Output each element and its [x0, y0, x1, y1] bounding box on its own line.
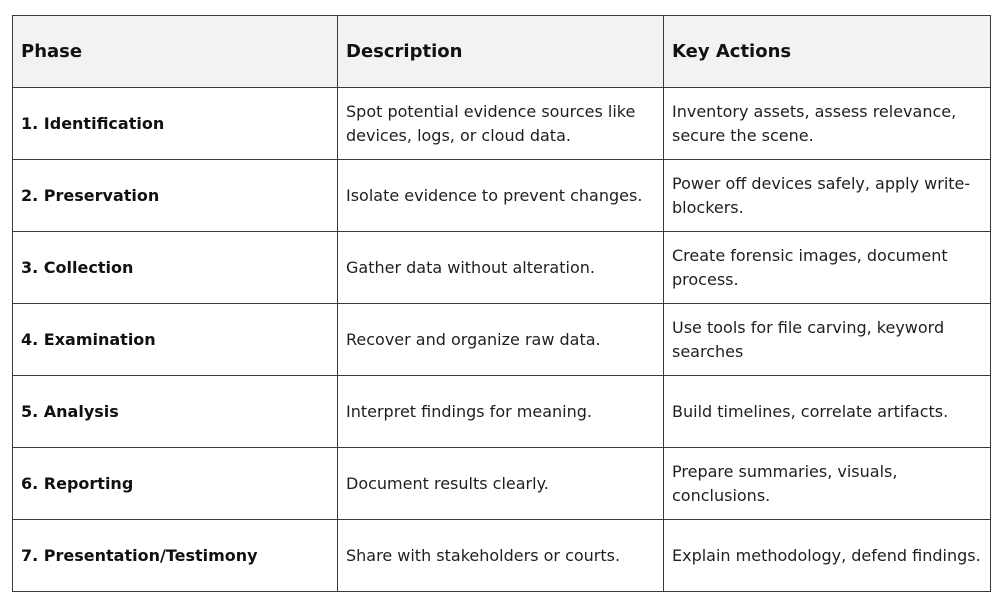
description-cell: Interpret findings for meaning.	[338, 376, 664, 448]
table-row	[13, 304, 991, 376]
description-cell: Document results clearly.	[338, 448, 664, 520]
table-row	[13, 448, 991, 520]
table-row	[13, 160, 991, 232]
key-actions-cell: Power off devices safely, apply write-blockers.	[664, 160, 991, 232]
table-row	[13, 376, 991, 448]
key-actions-cell: Use tools for file carving, keyword searches	[664, 304, 991, 376]
phase-cell: 5. Analysis	[13, 376, 338, 448]
key-actions-cell: Create forensic images, document process.	[664, 232, 991, 304]
key-actions-cell: Prepare summaries, visuals, conclusions.	[664, 448, 991, 520]
table-row	[13, 232, 991, 304]
table-row	[13, 520, 991, 592]
key-actions-cell: Inventory assets, assess relevance, secure the scene.	[664, 88, 991, 160]
key-actions-cell: Explain methodology, defend findings.	[664, 520, 991, 592]
description-cell: Isolate evidence to prevent changes.	[338, 160, 664, 232]
header-phase: Phase	[13, 16, 338, 88]
phase-cell: 4. Examination	[13, 304, 338, 376]
description-cell: Recover and organize raw data.	[338, 304, 664, 376]
description-cell: Gather data without alteration.	[338, 232, 664, 304]
phase-cell: 2. Preservation	[13, 160, 338, 232]
forensics-phases-table	[12, 15, 991, 592]
phase-cell: 1. Identification	[13, 88, 338, 160]
phase-cell: 3. Collection	[13, 232, 338, 304]
description-cell: Share with stakeholders or courts.	[338, 520, 664, 592]
key-actions-cell: Build timelines, correlate artifacts.	[664, 376, 991, 448]
table-row	[13, 88, 991, 160]
phase-cell: 6. Reporting	[13, 448, 338, 520]
description-cell: Spot potential evidence sources like devices, logs, or cloud data.	[338, 88, 664, 160]
table-header-row	[13, 16, 991, 88]
header-description: Description	[338, 16, 664, 88]
header-key-actions: Key Actions	[664, 16, 991, 88]
phase-cell: 7. Presentation/Testimony	[13, 520, 338, 592]
